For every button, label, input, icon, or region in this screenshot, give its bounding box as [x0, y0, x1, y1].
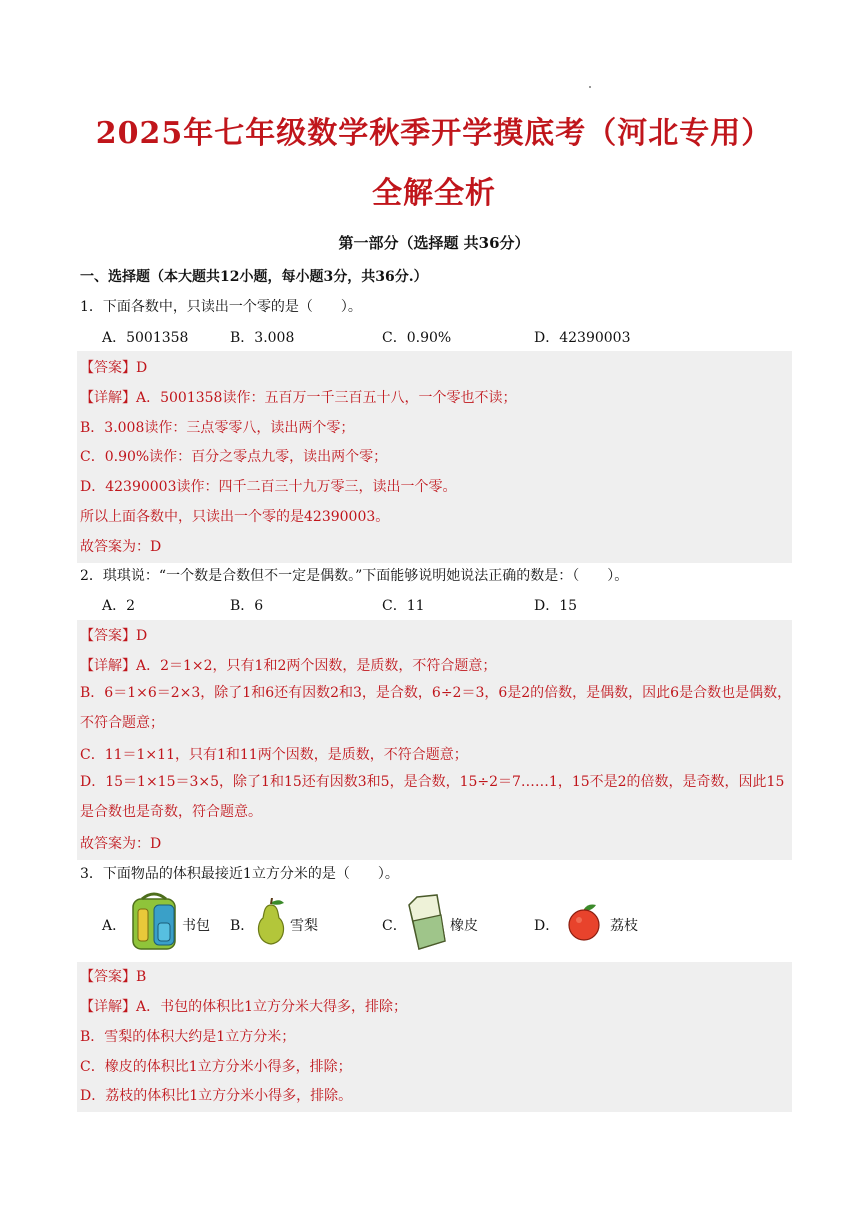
q2-option-c: C．11 [382, 598, 425, 614]
q1-detail-2: B．3.008读作：三点零零八，读出两个零； [80, 420, 355, 436]
eraser-icon [407, 893, 447, 951]
q2-detail-2: B．6＝1×6＝2×3，除了1和6还有因数2和3，是合数，6÷2＝3，6是2的倍数，是偶数，因此6是合数也是偶数，不符合题意； [80, 685, 792, 731]
q3-option-a-label: 书包 [182, 918, 210, 934]
q3-option-b-letter: B． [230, 918, 255, 934]
q1-detail-6: 故答案为：D [80, 539, 162, 555]
q3-detail-2: B．雪梨的体积大约是1立方分米； [80, 1029, 296, 1045]
q3-option-b-label: 雪梨 [290, 918, 318, 934]
doc-subtitle: 全解全析 [372, 176, 496, 211]
q2-option-b: B．6 [230, 598, 264, 614]
doc-title: 2025年七年级数学秋季开学摸底考（河北专用） [95, 116, 773, 151]
q3-detail-1: 【详解】A．书包的体积比1立方分米大得多，排除； [80, 999, 408, 1015]
q1-stem: 1．下面各数中，只读出一个零的是（ ）。 [80, 299, 362, 315]
part-heading: 第一部分（选择题 共36分） [338, 234, 530, 252]
q1-option-a: A．5001358 [102, 330, 189, 346]
q1-option-c: C．0.90% [382, 330, 452, 346]
q3-option-a-letter: A． [102, 918, 127, 934]
lychee-icon [566, 903, 602, 941]
backpack-icon [128, 891, 180, 953]
q2-detail-3: C．11＝1×11，只有1和11两个因数，是质数，不符合题意； [80, 747, 468, 763]
q1-detail-1: 【详解】A．5001358读作：五百万一千三百五十八，一个零也不读； [80, 390, 517, 406]
q3-detail-3: C．橡皮的体积比1立方分米小得多，排除； [80, 1059, 352, 1075]
q2-detail-4: D．15＝1×15＝3×5，除了1和15还有因数3和5，是合数，15÷2＝7……1，15不是2的倍数，是奇数，因此15是合数也是奇数，符合题意。 [80, 774, 785, 820]
q2-detail-1: 【详解】A．2＝1×2，只有1和2两个因数，是质数，不符合题意； [80, 658, 497, 674]
q3-detail-4: D．荔枝的体积比1立方分米小得多，排除。 [80, 1088, 353, 1104]
q2-detail-5: 故答案为：D [80, 836, 162, 852]
section-heading: 一、选择题（本大题共12小题，每小题3分，共36分.） [80, 269, 428, 285]
q2-stem: 2．琪琪说：“一个数是合数但不一定是偶数。”下面能够说明她说法正确的数是：（ ）。 [80, 568, 629, 584]
q2-answer: 【答案】D [80, 628, 148, 644]
q1-detail-5: 所以上面各数中，只读出一个零的是42390003。 [80, 509, 390, 525]
q1-option-b: B．3.008 [230, 330, 295, 346]
q1-detail-3: C．0.90%读作：百分之零点九零，读出两个零； [80, 449, 388, 465]
q2-option-d: D．15 [534, 598, 578, 614]
q1-option-d: D．42390003 [534, 330, 631, 346]
q3-option-d-label: 荔枝 [610, 918, 638, 934]
q3-option-c-label: 橡皮 [450, 918, 478, 934]
q1-answer: 【答案】D [80, 360, 148, 376]
speck [589, 86, 591, 88]
q2-option-a: A．2 [102, 598, 136, 614]
q1-detail-4: D．42390003读作：四千二百三十九万零三，读出一个零。 [80, 479, 457, 495]
pear-icon [254, 898, 288, 946]
q3-option-d-letter: D． [534, 918, 560, 934]
q3-answer: 【答案】B [80, 969, 147, 985]
q3-option-c-letter: C． [382, 918, 407, 934]
q3-stem: 3．下面物品的体积最接近1立方分米的是（ ）。 [80, 866, 399, 882]
